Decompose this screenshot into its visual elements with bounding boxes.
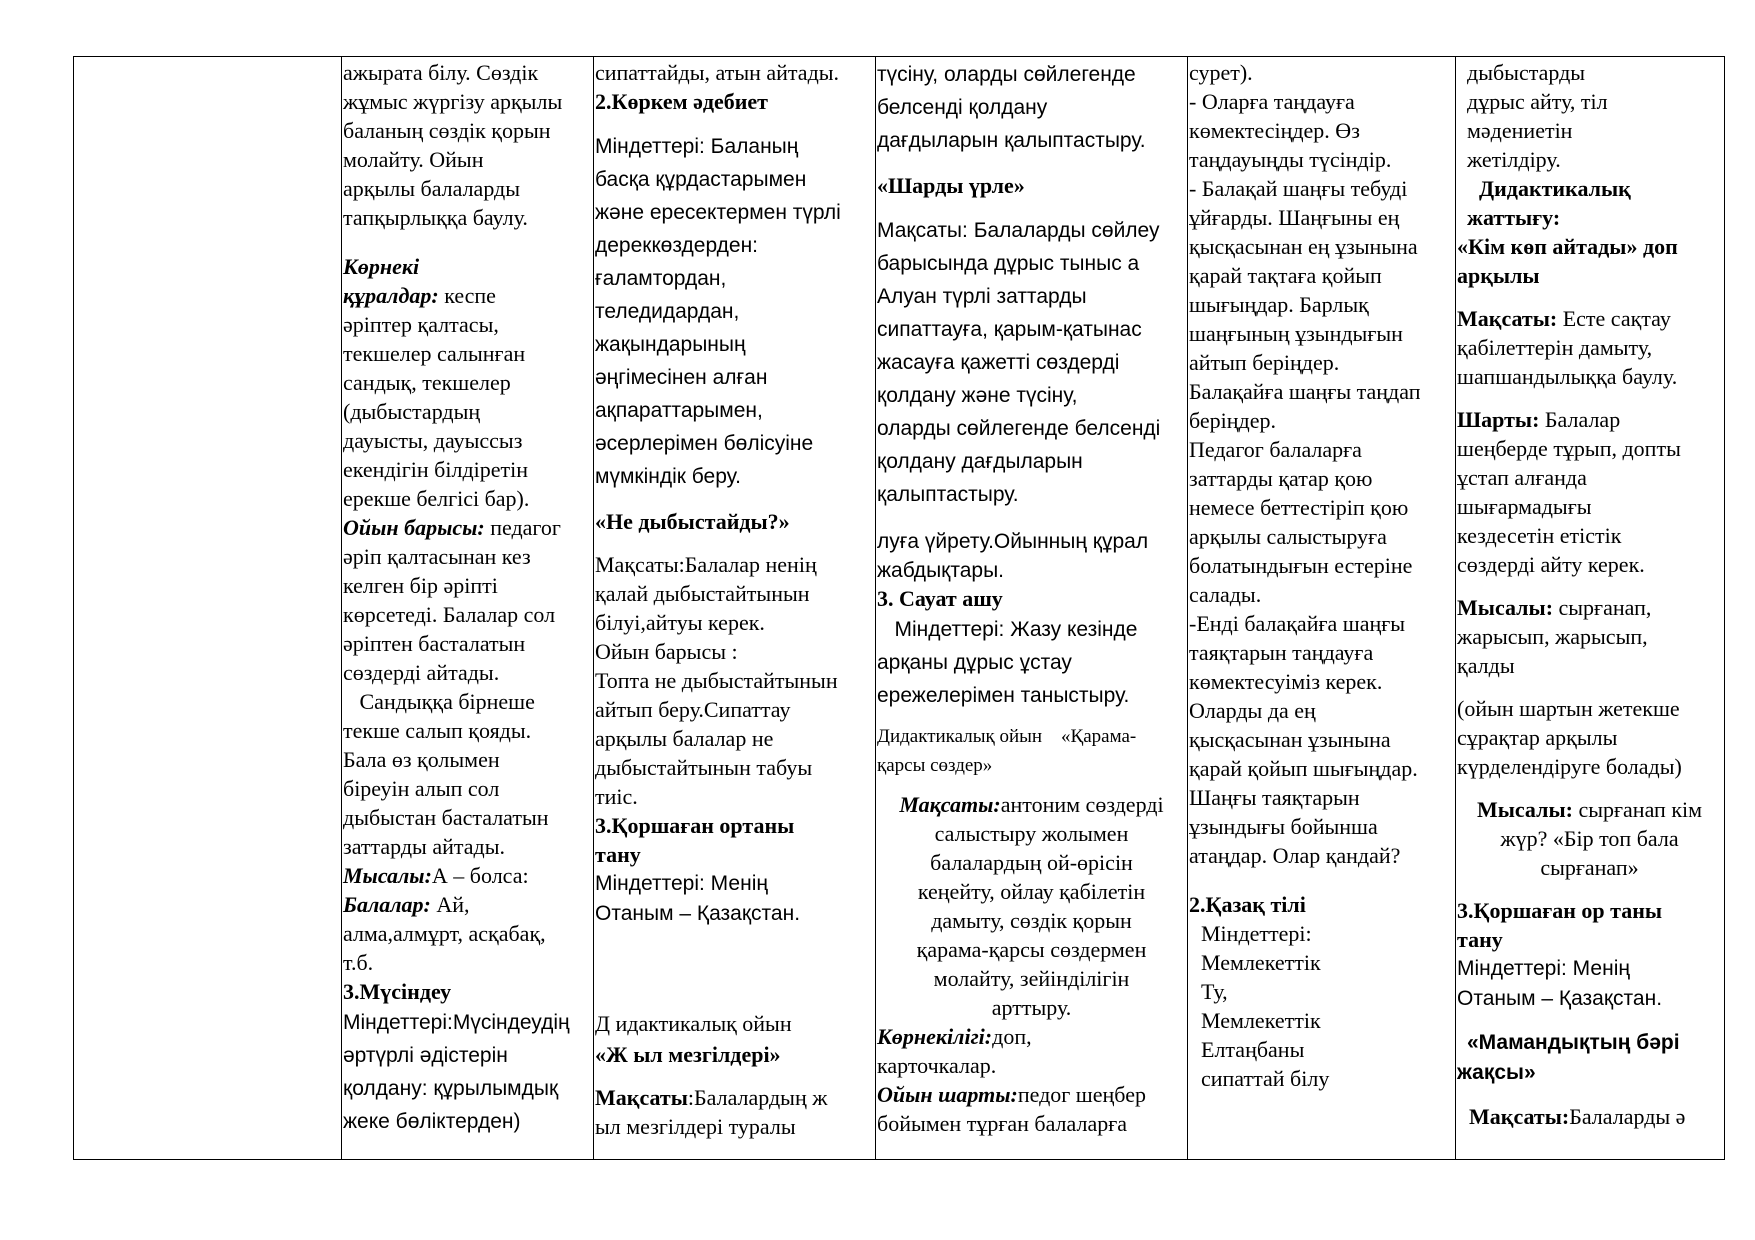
col3-paragraph-b [877,214,1186,511]
text-line: арқылы балаларды [343,176,521,201]
text-line: қарсы сөздер» [877,755,993,776]
game-title: арқылы [1457,263,1540,288]
text-line: Міндеттері: Менің [595,872,768,895]
label-bold: Мысалы: [1457,595,1554,620]
text-span: доп, [992,1024,1032,1049]
label-bold-italic: Көрнекі [343,254,420,279]
text-line: қарама-қарсы сөздермен [916,937,1147,962]
text-line: Міндеттері: [1201,921,1312,946]
text-line: сырғанап» [1540,855,1639,880]
text-line: сурет). [1189,60,1253,85]
text-line: әріптер қалтасы, [343,312,499,337]
text-line: жұмыс жүргізу арқылы [343,89,563,114]
col5-paragraph-g [1457,954,1722,1088]
text-line: - Оларға таңдауға [1189,89,1355,114]
text-line: Міндеттері:Мүсіндеудің [343,1011,570,1034]
col1-paragraph-a [343,58,592,232]
text-line: ұзындығы бойынша [1189,814,1378,839]
section-heading: 3.Мүсіндеу [343,979,452,1004]
text-line: молайту. Ойын [343,147,484,172]
text-line: ажырата білу. Сөздік [343,60,539,85]
section-heading: 2.Көркем әдебиет [595,89,768,114]
text-span: Ай, [430,892,470,917]
column-3 [876,58,1186,1158]
col3-paragraph-d [877,613,1186,712]
text-line: Топта не дыбыстайтынын [595,668,838,693]
text-line: дамыту, сөздік қорын [931,908,1132,933]
text-line: келген бір әріпті [343,573,498,598]
text-line: дағдыларын қалыптастыру. [877,129,1146,152]
text-line: жеке бөліктерден) [343,1110,521,1133]
text-line: тиіс. [595,784,638,809]
text-line: ыл мезгілдері туралы [595,1114,796,1139]
text-line: Оларды да ең [1189,698,1316,723]
text-span: Есте сақтау [1557,306,1671,331]
text-line: жасауға қажетті сөздерді [877,351,1120,374]
text-line: ережелерімен таныстыру. [877,684,1130,707]
text-line: карточкалар. [877,1053,997,1078]
game-title: «Кім көп айтады» доп [1457,234,1678,259]
text-line: қалай дыбыстайтынын [595,581,810,606]
text-line: Сандыққа бірнеше [343,689,535,714]
text-line: ерекше белгісі бар). [343,486,530,511]
text-line: жақындарының [595,333,746,356]
col2-paragraph-a [595,130,874,493]
text-line: дыбыстайтынын табуы [595,755,813,780]
text-line: сандық, текшелер [343,370,511,395]
text-line: Д идактикалық ойын [595,1011,792,1036]
text-line: болатындығын естеріне [1189,553,1413,578]
text-line: салады. [1189,582,1262,607]
text-line: қабілеттерін дамыту, [1457,335,1653,360]
section-heading: 3.Қоршаған ортаны [595,813,795,838]
text-line: Міндеттері: Баланың [595,135,799,158]
text-line: Ойын барысы : [595,639,738,664]
column-1 [342,58,592,1158]
column-2 [594,58,874,1158]
text-line: Міндеттері: Жазу кезінде [877,618,1138,641]
text-line: әсерлерімен бөлісуіне [595,432,814,455]
text-line: жүр? «Бір топ бала [1500,826,1679,851]
column-4 [1188,58,1454,1158]
text-line: Балақайға шаңғы таңдап [1189,379,1421,404]
text-span: Балалар [1539,407,1621,432]
text-line: қалды [1457,653,1515,678]
text-line: қысқасынан ең ұзынына [1189,234,1418,259]
text-line: сұрақтар арқылы [1457,725,1618,750]
col3-paragraph-a [877,58,1186,157]
text-line: түсіну, оларды сөйлегенде [877,63,1136,86]
label-bold-italic: құралдар: [343,283,439,308]
text-line: -Енді балақайға шаңғы [1189,611,1406,636]
text-span: педог шеңбер [1017,1082,1146,1107]
text-line: молайту, зейінділігін [933,966,1130,991]
text-line: заттарды айтады. [343,834,505,859]
text-line: ұйғарды. Шаңғыны ең [1189,205,1400,230]
game-title: «Не дыбыстайды?» [595,509,790,534]
label-bold-italic: Көрнекілігі: [877,1024,993,1049]
text-line: жетілдіру. [1467,147,1561,172]
section-heading: 3. Сауат ашу [877,586,1003,611]
text-line: теледидардан, [595,300,740,323]
text-line: (дыбыстардың [343,399,481,424]
text-line: көмектесіңдер. Өз [1189,118,1360,143]
text-line: Педагог балаларға [1189,437,1362,462]
text-line: шапшандылыққа баулу. [1457,364,1678,389]
text-line: Шаңғы таяқтарын [1189,785,1360,810]
text-span: педагог [484,515,561,540]
text-line: салыстыру жолымен [934,821,1129,846]
text-line: т.б. [343,950,374,975]
text-line: шаңғының ұзындығын [1189,321,1403,346]
text-line: балалардың ой-өрісін [930,850,1133,875]
label-bold: Мақсаты [595,1085,688,1110]
text-span: кеспе [438,283,496,308]
text-line: әңгімесінен алған [595,366,768,389]
text-line: сөздерді айтады. [343,660,500,685]
text-line: Мемлекеттік [1201,1008,1321,1033]
text-line: қолдану және түсіну, [877,384,1078,407]
text-line: Мемлекеттік [1201,950,1321,975]
text-line: Отаным – Қазақстан. [595,902,801,925]
text-line: оларды сөйлегенде белсенді [877,417,1161,440]
text-span: :Балалардың ж [687,1085,828,1110]
text-line: - Балақай шаңғы тебуді [1189,176,1408,201]
text-line: текше салып қояды. [343,718,532,743]
text-line: бойымен тұрған балаларға [877,1111,1128,1136]
text-line: Отаным – Қазақстан. [1457,987,1663,1010]
col2-season-game [595,1009,874,1141]
label-bold-italic: Мақсаты: [899,792,1001,817]
column-5 [1456,58,1722,1158]
text-line: текшелер салынған [343,341,526,366]
text-line: беріңдер. [1189,408,1277,433]
text-line: білуі,айтуы керек. [595,610,765,635]
section-heading: Дидактикалық [1479,176,1631,201]
section-heading: жаттығу: [1467,205,1561,230]
text-line: қалыптастыру. [877,483,1019,506]
text-line: Алуан түрлі заттарды [877,285,1087,308]
text-line: қолдану дағдыларын [877,450,1083,473]
text-line: ғаламтордан, [595,267,727,290]
text-line: кеңейту, ойлау қабілетін [917,879,1146,904]
text-line: әртүрлі әдістерін [343,1044,508,1067]
text-line: алма,алмұрт, асқабақ, [343,921,546,946]
text-line: шығармадығы [1457,494,1592,519]
text-line: қысқасынан ұзынына [1189,727,1391,752]
text-line: екендігін білдіретін [343,457,529,482]
text-line: арқылы салыстыруға [1189,524,1387,549]
label-bold: Мақсаты: [1457,306,1558,331]
text-line: жарысып, жарысып, [1457,624,1648,649]
text-line: тапқырлыққа баулу. [343,205,528,230]
text-line: (ойын шартын жетекше [1457,696,1680,721]
text-line: ақпараттарымен, [595,399,763,422]
text-line: күрделендіруге болады) [1457,754,1682,779]
game-title: «Ж ыл мезгілдері» [595,1042,781,1067]
text-line: көмектесуіміз керек. [1189,669,1383,694]
text-line: заттарды қатар қою [1189,466,1373,491]
text-line: сөздерді айту керек. [1457,552,1645,577]
game-title: жақсы» [1457,1061,1536,1084]
text-line: біреуін алып сол [343,776,500,801]
text-line: арттыру. [991,995,1072,1020]
text-line: әріптен басталатын [343,631,526,656]
text-line: таяқтарын таңдауға [1189,640,1374,665]
section-heading: 3.Қоршаған ор таны [1457,898,1663,923]
text-span: А – болса: [431,863,529,888]
label-bold: Мысалы: [1476,797,1573,822]
text-line: дауысты, дауыссыз [343,428,523,453]
section-heading: 2.Қазақ тілі [1189,892,1306,917]
col2-game [595,507,874,869]
text-line: қарай тақтаға қойып [1189,263,1382,288]
text-span: Балаларды ә [1569,1104,1686,1129]
label-bold: Шарты: [1457,407,1540,432]
text-line: немесе беттестіріп қою [1189,495,1409,520]
text-line: кездесетін етістік [1457,523,1622,548]
text-line: сипаттай білу [1201,1066,1330,1091]
text-line: және ересектермен түрлі [595,201,841,224]
text-line: мәдениетін [1467,118,1573,143]
label-bold-italic: Мысалы: [343,863,432,888]
text-line: барысында дұрыс тыныс а [877,252,1140,275]
text-line: луға үйрету.Ойынның құрал [877,530,1149,553]
col4-paragraph-a [1189,58,1454,1093]
text-line: сипаттауға, қарым-қатынас [877,318,1142,341]
text-line: сипаттайды, атын айтады. [595,60,840,85]
text-line: дыбыстан басталатын [343,805,549,830]
text-line: Мақсаты:Балалар ненің [595,552,817,577]
text-line: басқа құрдастарымен [595,168,807,191]
text-line: Ту, [1201,979,1228,1004]
text-line: әріп қалтасынан кез [343,544,531,569]
text-line: Бала өз қолымен [343,747,500,772]
text-span: антоним сөздерді [1000,792,1164,817]
text-span: сырғанап, [1553,595,1652,620]
label-bold-italic: Ойын барысы: [343,515,485,540]
text-line: көрсетеді. Балалар сол [343,602,556,627]
section-heading: тану [595,842,641,867]
text-line: ұстап алғанда [1457,465,1587,490]
game-title: «Мамандықтың бәрі [1467,1031,1680,1054]
text-line: шығыңдар. Барлық [1189,292,1369,317]
label-bold-italic: Балалар: [343,892,431,917]
text-line: жабдықтары. [877,559,1005,582]
col2-paragraph-c [595,869,874,929]
text-line: дереккөздерден: [595,234,759,257]
text-line: атаңдар. Олар қандай? [1189,843,1401,868]
text-line: шеңберде тұрып, допты [1457,436,1681,461]
col1-paragraph-e [343,1006,592,1138]
text-line: арқаны дұрыс ұстау [877,651,1072,674]
text-line: дұрыс айту, тіл [1467,89,1608,114]
text-line: белсенді қолдану [877,96,1048,119]
text-line: Елтаңбаны [1201,1037,1305,1062]
col1-visual-aids [343,252,592,1006]
game-title: «Шарды үрле» [877,173,1025,198]
col3-paragraph-c [877,525,1186,584]
text-line: таңдауыңды түсіндір. [1189,147,1392,172]
text-line: айтып беріңдер. [1189,350,1340,375]
text-line: баланың сөздік қорын [343,118,551,143]
text-line: дыбыстарды [1467,60,1586,85]
text-line: мүмкіндік беру. [595,465,741,488]
text-line: айтып беру.Сипаттау [595,697,791,722]
text-line: Дидактикалық ойын «Қарама- [877,726,1137,747]
text-line: Міндеттері: Менің [1457,957,1630,980]
text-line: қарай қойып шығыңдар. [1189,756,1418,781]
col5-paragraph-a [1457,58,1722,954]
label-bold: Мақсаты: [1469,1104,1570,1129]
text-line: Мақсаты: Балаларды сөйлеу [877,219,1160,242]
text-line: арқылы балалар не [595,726,774,751]
label-bold-italic: Ойын шарты: [877,1082,1018,1107]
col3-antonym-goal [877,790,1186,1138]
text-span: сырғанап кім [1572,797,1703,822]
text-line: қолдану: құрылымдық [343,1077,559,1100]
section-heading: тану [1457,927,1503,952]
